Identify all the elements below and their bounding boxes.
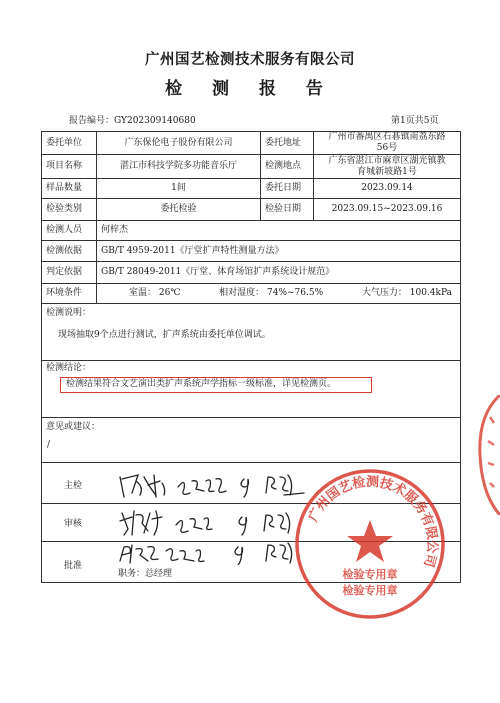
table-row xyxy=(42,418,461,463)
project-value: 湛江市科技学院多功能音乐厅 xyxy=(97,155,261,179)
chief-label: 主检 xyxy=(64,481,83,491)
tester-label: 检测人员 xyxy=(42,221,97,241)
conclusion-section xyxy=(42,361,461,418)
commission-date-value: 2023.09.14 xyxy=(314,179,461,199)
description-text: 现场抽取9个点进行测试，扩声系统由委托单位调试。 xyxy=(58,330,271,340)
test-type-label: 检验类别 xyxy=(42,199,97,221)
table-row xyxy=(42,361,461,418)
chief-signature-image xyxy=(118,467,308,501)
report-title: 检 测 报 告 xyxy=(165,79,335,99)
advice-text: / xyxy=(47,440,51,450)
basis-label: 检测依据 xyxy=(42,241,97,262)
client-address-line-2: 56号 xyxy=(376,143,398,153)
edge-seal-fragment xyxy=(474,395,500,515)
env-value xyxy=(97,284,461,304)
env-pressure: 大气压力： 100.4kPa xyxy=(361,288,452,298)
table-row xyxy=(42,155,461,179)
table-row xyxy=(42,304,461,361)
tester-value: 何梓杰 xyxy=(97,221,461,241)
env-humidity: 相对湿度： 74%~76.5% xyxy=(219,288,324,298)
approve-label: 批准 xyxy=(64,561,83,571)
site-value xyxy=(314,155,461,179)
table-row xyxy=(42,262,461,284)
company-name: 广州国艺检测技术服务有限公司 xyxy=(145,52,355,68)
approve-signature-image xyxy=(118,541,318,565)
table-row xyxy=(42,179,461,199)
table-row xyxy=(42,221,461,241)
page-info: 第1页共5页 xyxy=(391,116,439,126)
test-type-value: 委托检验 xyxy=(97,199,261,221)
conclusion-label: 检测结论： xyxy=(46,363,92,373)
conclusion-highlight: 检测结果符合文艺演出类扩声系统声学指标一级标准，详见检测页。 xyxy=(60,377,372,393)
table-row xyxy=(42,284,461,304)
inspection-seal-stamp xyxy=(294,468,446,620)
client-value: 广东保伦电子股份有限公司 xyxy=(97,132,261,155)
site-line-1: 广东省湛江市麻章区湖光镇教 xyxy=(328,155,446,166)
review-signature-image xyxy=(118,505,308,539)
site-line-2: 育城新坡路1号 xyxy=(357,166,417,177)
client-address-label: 委托地址 xyxy=(261,132,314,155)
description-label: 检测说明： xyxy=(46,308,92,318)
env-temperature: 室温： 26℃ xyxy=(129,288,181,298)
judge-label: 判定依据 xyxy=(42,262,97,284)
site-label: 检测地点 xyxy=(261,155,314,179)
client-label: 委托单位 xyxy=(42,132,97,155)
report-number: 报告编号：GY202309140680 xyxy=(69,116,196,126)
advice-section xyxy=(42,418,461,463)
advice-label: 意见或建议： xyxy=(46,422,101,432)
commission-date-label: 委托日期 xyxy=(261,179,314,199)
test-date-label: 检验日期 xyxy=(261,199,314,221)
project-label: 项目名称 xyxy=(42,155,97,179)
stamp-center-text-2: 检验专用章 xyxy=(342,584,398,597)
table-row xyxy=(42,132,461,155)
table-row xyxy=(42,241,461,262)
table-row xyxy=(42,199,461,221)
sample-label: 样品数量 xyxy=(42,179,97,199)
test-date-value: 2023.09.15~2023.09.16 xyxy=(314,199,461,221)
stamp-center-text-1: 检验专用章 xyxy=(342,568,398,581)
basis-value: GB/T 4959-2011《厅堂扩声特性测量方法》 xyxy=(97,241,461,262)
approver-position: 职务：总经理 xyxy=(118,569,173,579)
sample-value: 1间 xyxy=(97,179,261,199)
client-address-line-1: 广州市番禺区石碁镇南荔东路 xyxy=(328,132,446,142)
description-section xyxy=(42,304,461,361)
stamp-ring-text: 广州国艺检测技术服务有限公司 xyxy=(306,474,440,569)
judge-value: GB/T 28049-2011《厅堂、体育场馆扩声系统设计规范》 xyxy=(97,262,461,284)
client-address-value xyxy=(314,132,461,155)
env-label: 环境条件 xyxy=(42,284,97,304)
review-label: 审核 xyxy=(64,519,83,529)
